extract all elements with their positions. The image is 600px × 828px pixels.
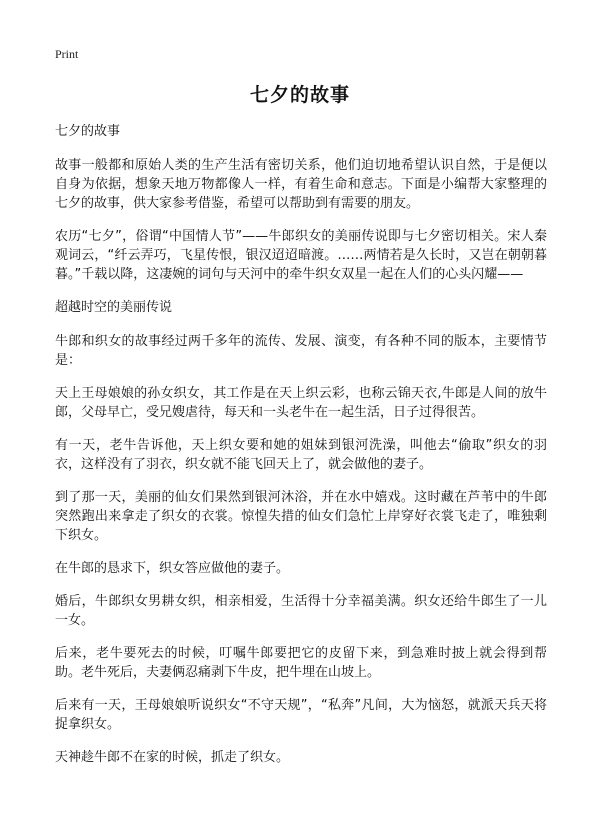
paragraph: 天神趁牛郎不在家的时候，抓走了织女。 bbox=[55, 750, 290, 765]
paragraph: 牛郎和织女的故事经过两千多年的流传、发展、演变，有各种不同的版本，主要情节是： bbox=[55, 334, 547, 368]
paragraph: 天上王母娘娘的孙女织女，其工作是在天上织云彩，也称云锦天衣,牛郎是人间的放牛郎，父母早亡，受兄嫂虐待，每天和一头老牛在一起生活，日子过得很苦。 bbox=[55, 386, 547, 420]
section-heading: 超越时空的美丽传说 bbox=[55, 300, 173, 315]
paragraph: 后来，老牛要死去的时候，叮嘱牛郎要把它的皮留下来，到急难时披上就会得到帮助。老牛死后，夫妻俩忍痛剥下牛皮，把牛埋在山坡上。 bbox=[55, 646, 547, 680]
paragraph: 后来有一天，王母娘娘听说织女“不守天规”，“私奔”凡间，大为恼怒，就派天兵天将捉拿织女。 bbox=[55, 698, 547, 732]
article-subtitle: 七夕的故事 bbox=[55, 124, 121, 139]
paragraph: 有一天，老牛告诉他，天上织女要和她的姐妹到银河洗澡，叫他去“偷取”织女的羽衣，这样没有了羽衣，织女就不能飞回天上了，就会做他的妻子。 bbox=[55, 438, 547, 472]
print-link[interactable]: Print bbox=[55, 47, 79, 61]
page-title: 七夕的故事 bbox=[249, 84, 350, 106]
paragraph: 婚后，牛郎织女男耕女织，相亲相爱，生活得十分幸福美满。织女还给牛郎生了一儿一女。 bbox=[55, 594, 547, 628]
paragraph: 在牛郎的恳求下，织女答应做他的妻子。 bbox=[55, 561, 290, 576]
paragraph-intro: 故事一般都和原始人类的生产生活有密切关系，他们迫切地希望认识自然，于是便以自身为依据，想象天地万物都像人一样，有着生命和意志。下面是小编帮大家整理的七夕的故事，供大家参考借鉴，希望可以帮助到有需要的朋友。 bbox=[55, 158, 547, 211]
paragraph-qixi-origin: 农历“七夕”，俗谓“中国情人节”——牛郎织女的美丽传说即与七夕密切相关。宋人秦观词云，“纤云弄巧，飞星传恨，银汉迢迢暗渡。……两情若是久长时，又岂在朝朝暮暮。”千载以降，这凄婉的词句与天河中的牵牛织女双星一起在人们的心头闪耀—— bbox=[55, 229, 547, 282]
paragraph: 到了那一天，美丽的仙女们果然到银河沐浴，并在水中嬉戏。这时藏在芦苇中的牛郎突然跑出来拿走了织女的衣裳。惊惶失措的仙女们急忙上岸穿好衣裳飞走了，唯独剩下织女。 bbox=[55, 490, 547, 543]
article-body bbox=[55, 122, 547, 781]
